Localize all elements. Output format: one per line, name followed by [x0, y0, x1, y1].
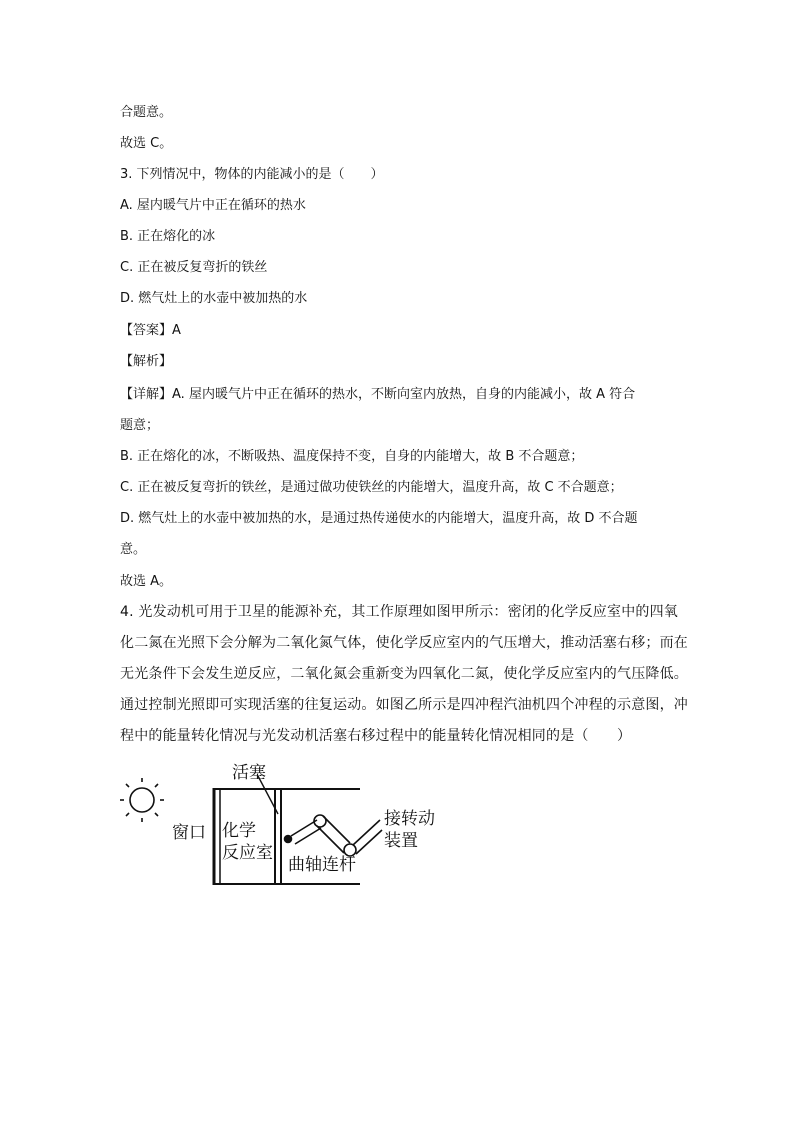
crank-label: 曲轴连杆 [288, 855, 356, 875]
text-line: 题意； [120, 418, 160, 433]
piston-label: 活塞 [232, 763, 266, 783]
connect-label-1: 接转动 [384, 809, 435, 829]
sun-icon [120, 778, 164, 822]
connect-label-2: 装置 [384, 831, 418, 851]
answer-label: 【答案】 [120, 323, 173, 338]
analysis-label: 【解析】 [120, 354, 173, 369]
text-line: 合题意。 [120, 105, 173, 120]
detail-line [120, 386, 635, 404]
text-line: 故选 C。 [120, 136, 173, 151]
detail-c: C. 正在被反复弯折的铁丝，是通过做功使铁丝的内能增大，温度升高，故 C 不合题意； [120, 480, 623, 495]
option-d: D. 燃气灶上的水壶中被加热的水 [120, 291, 308, 306]
chamber-label-1: 化学 [222, 821, 256, 841]
detail-d: D. 燃气灶上的水壶中被加热的水，是通过热传递使水的内能增大，温度升高，故 D 不合题 [120, 511, 638, 526]
choose-line: 故选 A。 [120, 574, 173, 589]
question-4-line: 4. 光发动机可用于卫星的能源补充，其工作原理如图甲所示：密闭的化学反应室中的四氧 [120, 604, 679, 620]
window-label: 窗口 [172, 823, 206, 843]
question-4-line: 无光条件下会发生逆反应，二氧化氮会重新变为四氧化二氮，使化学反应室内的气压降低。 [120, 666, 688, 682]
answer-line [120, 322, 181, 340]
question-4-line: 通过控制光照即可实现活塞的往复运动。如图乙所示是四冲程汽油机四个冲程的示意图，冲 [120, 697, 688, 713]
question-4-line: 化二氮在光照下会分解为二氧化氮气体，使化学反应室内的气压增大，推动活塞右移；而在 [120, 635, 688, 651]
question-4-line: 程中的能量转化情况与光发动机活塞右移过程中的能量转化情况相同的是（ ） [120, 728, 632, 744]
crank-linkage [285, 815, 383, 856]
detail-a-text: A. 屋内暖气片中正在循环的热水，不断向室内放热，自身的内能减小，故 A 符合 [172, 387, 636, 402]
detail-b: B. 正在熔化的冰，不断吸热、温度保持不变，自身的内能增大，故 B 不合题意； [120, 449, 584, 464]
option-b: B. 正在熔化的冰 [120, 229, 216, 244]
engine-diagram [112, 760, 452, 895]
chamber-label-2: 反应室 [222, 843, 273, 863]
question-3-stem: 3. 下列情况中，物体的内能减小的是（ ） [120, 167, 384, 182]
detail-label: 【详解】 [120, 387, 173, 402]
option-c: C. 正在被反复弯折的铁丝 [120, 260, 268, 275]
text-line: 意。 [120, 542, 147, 557]
option-a: A. 屋内暖气片中正在循环的热水 [120, 198, 306, 213]
answer-value: A [172, 323, 181, 338]
